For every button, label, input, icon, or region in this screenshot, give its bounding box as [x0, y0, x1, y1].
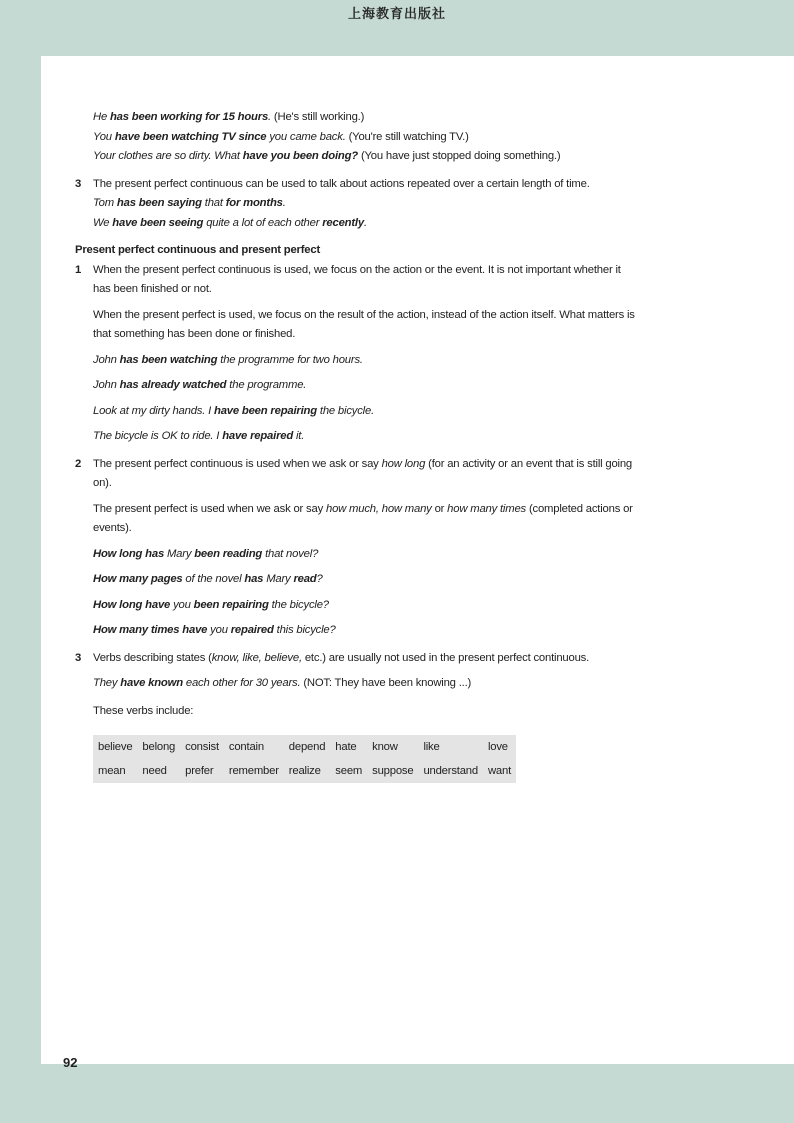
- rule-text: When the present perfect is used, we focus on the result of the action, instead of the action itself. What matters is: [93, 308, 635, 321]
- verb-cell: prefer: [185, 765, 214, 777]
- verb-cell: know: [372, 741, 398, 753]
- state-verbs-table: [93, 735, 516, 783]
- verb-cell: belong: [142, 741, 176, 753]
- verb-cell: contain: [228, 741, 264, 753]
- verb-cell: need: [142, 765, 167, 777]
- verb-cell: depend: [288, 741, 326, 753]
- page-number: 92: [63, 1055, 78, 1070]
- verb-cell: remember: [228, 765, 279, 777]
- rule-number: 3: [75, 177, 82, 190]
- section-heading: Present perfect continuous and present perfect: [75, 244, 321, 256]
- verb-cell: believe: [98, 741, 133, 753]
- rule-number: 2: [75, 457, 82, 470]
- table-row: [93, 735, 516, 759]
- example-sentence: How long have you been repairing the bicycle?: [93, 598, 329, 611]
- page-header: [0, 0, 794, 56]
- rule-text: The present perfect continuous is used when we ask or say how long (for an activity or an event that is still going: [93, 457, 633, 470]
- rule-text: The present perfect continuous can be used to talk about actions repeated over a certain length of time.: [93, 177, 590, 190]
- verb-cell: hate: [335, 741, 357, 753]
- rule-item-3: [75, 175, 735, 234]
- verb-cell: seem: [335, 765, 363, 777]
- grammar-content: [75, 108, 735, 783]
- rule-number: 1: [75, 263, 82, 276]
- rule-text: that something has been done or finished.: [93, 328, 296, 340]
- page-sheet: [41, 56, 794, 1064]
- example-sentence: He has been working for 15 hours. (He's still working.): [93, 111, 365, 123]
- rule-text: When the present perfect continuous is used, we focus on the action or the event. It is not important whether it: [93, 263, 621, 276]
- example-sentence: How many times have you repaired this bicycle?: [93, 624, 336, 636]
- rule-item-2: [75, 455, 735, 641]
- example-sentence: How many pages of the novel has Mary read?: [93, 573, 323, 585]
- rule-text: Verbs describing states (know, like, believe, etc.) are usually not used in the present perfect continuous.: [93, 651, 590, 664]
- verbs-intro: These verbs include:: [93, 704, 194, 717]
- example-sentence: Tom has been saying that for months.: [93, 197, 286, 209]
- table-row: [93, 759, 516, 783]
- rule-item-3b: [75, 649, 735, 722]
- example-sentence: We have been seeing quite a lot of each other recently.: [93, 216, 367, 229]
- publisher-name: 上海教育出版社: [347, 7, 446, 22]
- rule-text: The present perfect is used when we ask or say how much, how many or how many times (completed actions or: [93, 502, 633, 515]
- verb-cell: want: [487, 765, 512, 777]
- example-sentence: You have been watching TV since you came back. (You're still watching TV.): [93, 130, 469, 143]
- example-sentence: John has been watching the programme for two hours.: [93, 353, 363, 366]
- rule-number: 3: [75, 651, 82, 664]
- verb-cell: understand: [423, 765, 478, 777]
- example-sentence: The bicycle is OK to ride. I have repaired it.: [93, 430, 305, 442]
- verb-cell: love: [487, 741, 508, 753]
- verb-cell: suppose: [372, 765, 414, 777]
- rule-text: events).: [93, 522, 132, 534]
- verb-cell: realize: [288, 765, 321, 777]
- example-sentence: John has already watched the programme.: [93, 379, 307, 391]
- rule-item-1: [75, 261, 735, 447]
- verb-cell: mean: [98, 765, 126, 777]
- example-sentence: They have known each other for 30 years. (NOT: They have been knowing ...): [93, 677, 472, 689]
- verb-cell: consist: [185, 741, 219, 753]
- example-sentence: How long has Mary been reading that novel?: [93, 547, 319, 560]
- rule-text: on).: [93, 477, 112, 489]
- example-sentence: Your clothes are so dirty. What have you been doing? (You have just stopped doing something.): [93, 150, 561, 162]
- example-sentence: Look at my dirty hands. I have been repairing the bicycle.: [93, 404, 375, 417]
- rule-text: has been finished or not.: [93, 283, 212, 295]
- verb-cell: like: [423, 741, 440, 753]
